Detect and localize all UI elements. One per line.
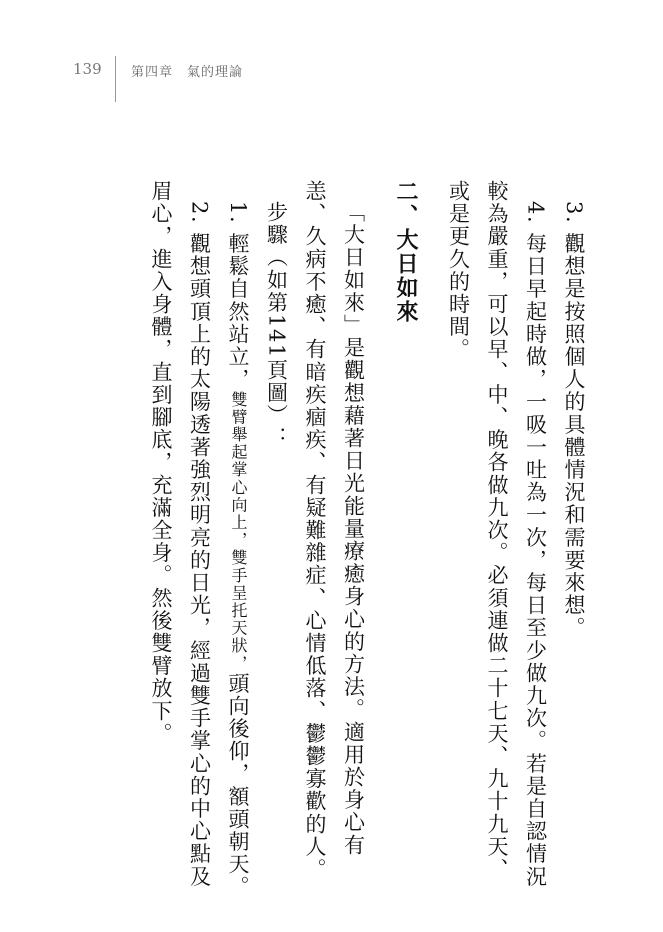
chapter-title: 第四章 氣的理論 — [131, 65, 244, 80]
paragraph-item-3: 3. 觀想是按照個人的具體情況和需要來想。 — [562, 201, 586, 640]
step-1-part-d: 頭向後仰，額頭朝天。 — [226, 672, 250, 899]
step-1-part-a: 1. 輕鬆自然站立， — [226, 201, 250, 391]
page-number: 139 — [73, 60, 102, 78]
steps-label: 步驟（如第141頁圖）： — [264, 201, 289, 450]
step-1 — [219, 180, 258, 900]
step-1-part-b: 雙臂舉起掌心向上， — [229, 390, 248, 550]
body-text — [142, 180, 594, 900]
step-2: 2. 觀想頭頂上的太陽透著強烈明亮的日光，經過雙手掌心的中心點及眉心，進入身體，直到腳底，充滿全身。然後雙臂放下。 — [149, 180, 212, 888]
step-1-part-c: 雙手呈托天狀， — [229, 549, 248, 673]
paragraph-item-4: 4. 每日早起時做，一吸一吐為一次，每日至少做九次。若是自認情況較為嚴重，可以早、中、晚各做九次。必須連做二十七天、九十九天、或是更久的時間。 — [446, 180, 548, 888]
section-heading: 二、大日如來 — [393, 180, 419, 324]
header-divider — [115, 56, 116, 102]
section-intro-paragraph: 「大日如來」是觀想藉著日光能量療癒身心的方法。適用於身心有恙、久病不癒、有暗疾痼疾、有疑難雜症、心情低落、鬱鬱寡歡的人。 — [303, 180, 366, 881]
running-header — [73, 60, 623, 84]
